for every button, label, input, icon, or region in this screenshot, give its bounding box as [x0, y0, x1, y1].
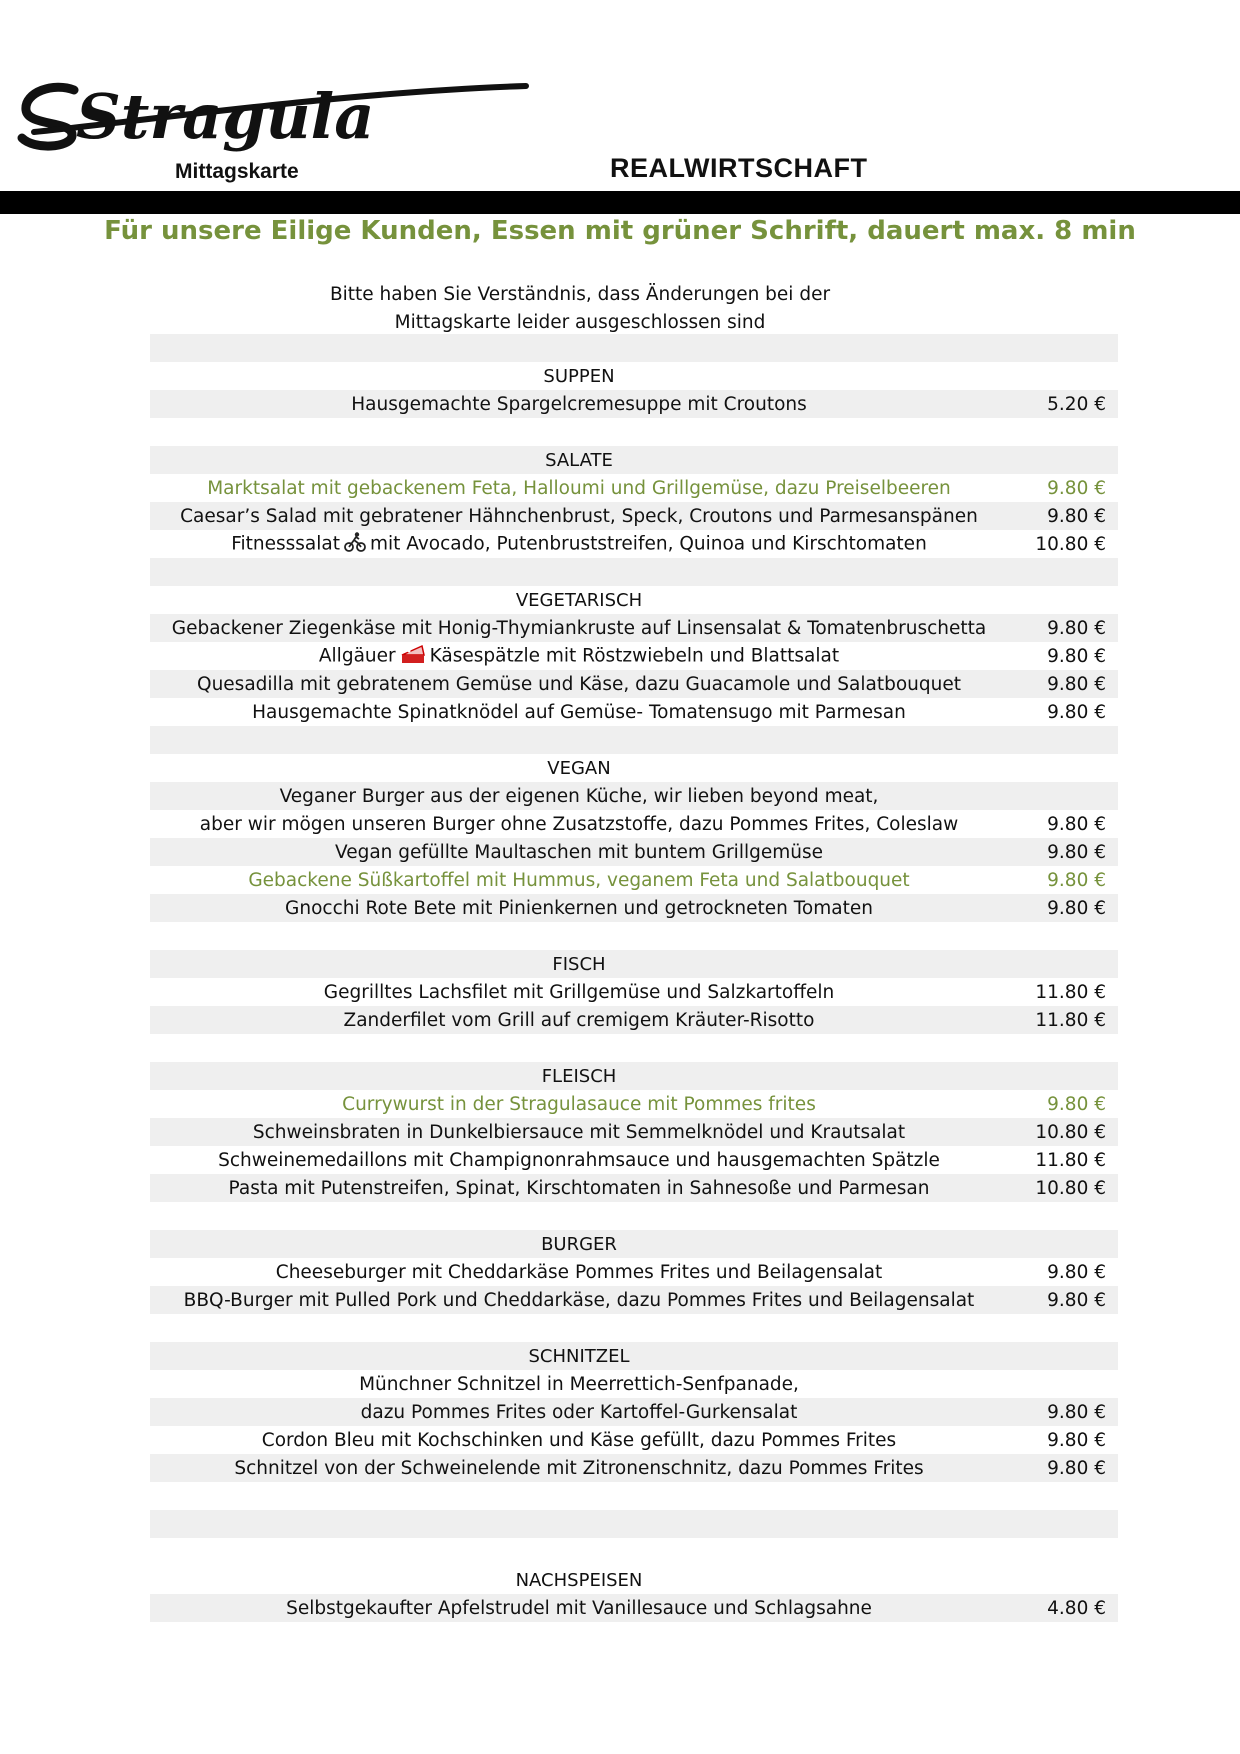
section-title: FLEISCH — [541, 1065, 617, 1087]
menu-item-row — [150, 1398, 1118, 1426]
dish-name: Hausgemachte Spinatknödel auf Gemüse- Tomatensugo mit Parmesan — [252, 701, 906, 723]
spacer-row — [150, 1482, 1118, 1510]
price: 9.80 € — [1047, 645, 1106, 667]
dish-name: Münchner Schnitzel in Meerrettich-Senfpanade, — [359, 1373, 799, 1395]
spacer-row — [150, 1202, 1118, 1230]
dish-name: Marktsalat mit gebackenem Feta, Halloumi und Grillgemüse, dazu Preiselbeeren — [207, 477, 951, 499]
section-title: NACHSPEISEN — [515, 1569, 643, 1591]
section-title: FISCH — [552, 953, 606, 975]
menu-item-row — [150, 1006, 1118, 1034]
green-notice: Für unsere Eilige Kunden, Essen mit grüner Schrift, dauert max. 8 min — [104, 216, 1136, 246]
dish-name: Cordon Bleu mit Kochschinken und Käse gefüllt, dazu Pommes Frites — [261, 1429, 897, 1451]
section-title-row — [150, 1342, 1118, 1370]
price: 9.80 € — [1047, 701, 1106, 723]
price: 9.80 € — [1047, 1457, 1106, 1479]
dish-name: Zanderfilet vom Grill auf cremigem Kräuter-Risotto — [343, 1009, 815, 1031]
section-title: SALATE — [545, 449, 613, 471]
price: 9.80 € — [1047, 841, 1106, 863]
menu-item-row — [150, 1370, 1118, 1398]
section-title-row — [150, 1566, 1118, 1594]
section-title: BURGER — [541, 1233, 617, 1255]
price: 9.80 € — [1047, 1429, 1106, 1451]
logo-text: Stragula — [76, 80, 375, 152]
dish-name-part: Fitnesssalat — [231, 533, 340, 554]
spacer-row — [150, 418, 1118, 446]
menu-item-row — [150, 1090, 1118, 1118]
header-bar — [0, 191, 1240, 214]
spacer-row — [150, 334, 1118, 362]
dish-name: Hausgemachte Spargelcremesuppe mit Croutons — [351, 393, 807, 415]
spacer-row — [150, 1314, 1118, 1342]
price: 11.80 € — [1035, 981, 1106, 1003]
spacer-row — [150, 558, 1118, 586]
menu-item-row — [150, 1286, 1118, 1314]
dish-name: Caesar’s Salad mit gebratener Hähnchenbrust, Speck, Croutons und Parmesanspänen — [180, 505, 978, 527]
menu-item-row — [150, 978, 1118, 1006]
info-text — [300, 281, 860, 337]
price: 9.80 € — [1047, 1401, 1106, 1423]
dish-name — [150, 531, 1008, 558]
dish-name: Gebackene Süßkartoffel mit Hummus, veganem Feta und Salatbouquet — [248, 869, 910, 891]
menu-item-row — [150, 1258, 1118, 1286]
info-line: Bitte haben Sie Verständnis, dass Änderungen bei der — [329, 284, 831, 305]
dish-name: Gnocchi Rote Bete mit Pinienkernen und getrockneten Tomaten — [285, 897, 873, 919]
info-line: Mittagskarte leider ausgeschlossen sind — [394, 312, 766, 333]
section-title-row — [150, 362, 1118, 390]
price: 9.80 € — [1047, 505, 1106, 527]
stragula-logo — [14, 72, 534, 152]
price: 10.80 € — [1035, 1121, 1106, 1143]
price: 9.80 € — [1047, 477, 1106, 499]
dish-name: Currywurst in der Stragulasauce mit Pommes frites — [342, 1093, 816, 1115]
dish-name: Pasta mit Putenstreifen, Spinat, Kirschtomaten in Sahnesoße und Parmesan — [228, 1177, 930, 1199]
spacer-row — [150, 726, 1118, 754]
menu-item-row — [150, 670, 1118, 698]
price: 9.80 € — [1047, 1093, 1106, 1115]
section-title-row — [150, 950, 1118, 978]
menu-item-row — [150, 474, 1118, 502]
price: 11.80 € — [1035, 1149, 1106, 1171]
cyclist-icon — [344, 531, 366, 558]
dish-name-part: mit Avocado, Putenbruststreifen, Quinoa und Kirschtomaten — [369, 533, 927, 554]
price: 9.80 € — [1047, 813, 1106, 835]
menu-item-row — [150, 1174, 1118, 1202]
dish-name: Veganer Burger aus der eigenen Küche, wir lieben beyond meat, — [279, 785, 879, 807]
price: 10.80 € — [1035, 1177, 1106, 1199]
price: 9.80 € — [1047, 897, 1106, 919]
price: 11.80 € — [1035, 1009, 1106, 1031]
spacer-row — [150, 922, 1118, 950]
dish-name: Schweinsbraten in Dunkelbiersauce mit Semmelknödel und Krautsalat — [252, 1121, 906, 1143]
section-title: VEGAN — [547, 757, 611, 779]
section-title: SCHNITZEL — [528, 1345, 630, 1367]
dish-name: BBQ-Burger mit Pulled Pork und Cheddarkäse, dazu Pommes Frites und Beilagensalat — [183, 1289, 975, 1311]
menu-type-label: Mittagskarte — [175, 160, 299, 183]
price: 4.80 € — [1047, 1597, 1106, 1619]
section-title-row — [150, 586, 1118, 614]
cheese-icon — [400, 643, 426, 670]
menu-item-row — [150, 782, 1118, 810]
section-title-row — [150, 1230, 1118, 1258]
menu-item-row — [150, 1426, 1118, 1454]
price: 9.80 € — [1047, 617, 1106, 639]
price: 9.80 € — [1047, 1261, 1106, 1283]
dish-name: dazu Pommes Frites oder Kartoffel-Gurkensalat — [360, 1401, 798, 1423]
menu-item-row — [150, 614, 1118, 642]
dish-name-part: Käsespätzle mit Röstzwiebeln und Blattsalat — [429, 645, 840, 666]
menu-list — [150, 334, 1118, 1622]
price: 9.80 € — [1047, 1289, 1106, 1311]
menu-item-row — [150, 1146, 1118, 1174]
menu-item-row — [150, 894, 1118, 922]
menu-item-row — [150, 838, 1118, 866]
menu-item-row — [150, 1118, 1118, 1146]
menu-item-row — [150, 810, 1118, 838]
menu-item-row — [150, 866, 1118, 894]
section-title-row — [150, 754, 1118, 782]
price: 5.20 € — [1047, 393, 1106, 415]
price: 9.80 € — [1047, 673, 1106, 695]
menu-item-row — [150, 502, 1118, 530]
dish-name: Selbstgekaufter Apfelstrudel mit Vanillesauce und Schlagsahne — [286, 1597, 872, 1619]
dish-name: Vegan gefüllte Maultaschen mit buntem Grillgemüse — [334, 841, 823, 863]
section-title: VEGETARISCH — [515, 589, 643, 611]
spacer-row — [150, 1510, 1118, 1538]
dish-name: Gegrilltes Lachsfilet mit Grillgemüse und Salzkartoffeln — [323, 981, 835, 1003]
dish-name-part: Allgäuer — [318, 645, 396, 666]
dish-name: Cheeseburger mit Cheddarkäse Pommes Frites und Beilagensalat — [275, 1261, 883, 1283]
menu-item-row — [150, 1454, 1118, 1482]
menu-item-row — [150, 698, 1118, 726]
price: 10.80 € — [1035, 533, 1106, 555]
menu-item-row — [150, 390, 1118, 418]
section-title-row — [150, 1062, 1118, 1090]
restaurant-label: REALWIRTSCHAFT — [610, 153, 868, 183]
menu-item-row — [150, 1594, 1118, 1622]
price: 9.80 € — [1047, 869, 1106, 891]
dish-name: Quesadilla mit gebratenem Gemüse und Käse, dazu Guacamole und Salatbouquet — [197, 673, 961, 695]
menu-item-row — [150, 642, 1118, 670]
spacer-row — [150, 1538, 1118, 1566]
dish-name: Schweinemedaillons mit Champignonrahmsauce und hausgemachten Spätzle — [218, 1149, 940, 1171]
dish-name: Schnitzel von der Schweinelende mit Zitronenschnitz, dazu Pommes Frites — [234, 1457, 924, 1479]
menu-item-row — [150, 530, 1118, 558]
spacer-row — [150, 1034, 1118, 1062]
dish-name — [150, 643, 1008, 670]
dish-name: aber wir mögen unseren Burger ohne Zusatzstoffe, dazu Pommes Frites, Coleslaw — [199, 813, 959, 835]
dish-name: Gebackener Ziegenkäse mit Honig-Thymiankruste auf Linsensalat & Tomatenbruschetta — [171, 617, 987, 639]
section-title-row — [150, 446, 1118, 474]
section-title: SUPPEN — [543, 365, 615, 387]
